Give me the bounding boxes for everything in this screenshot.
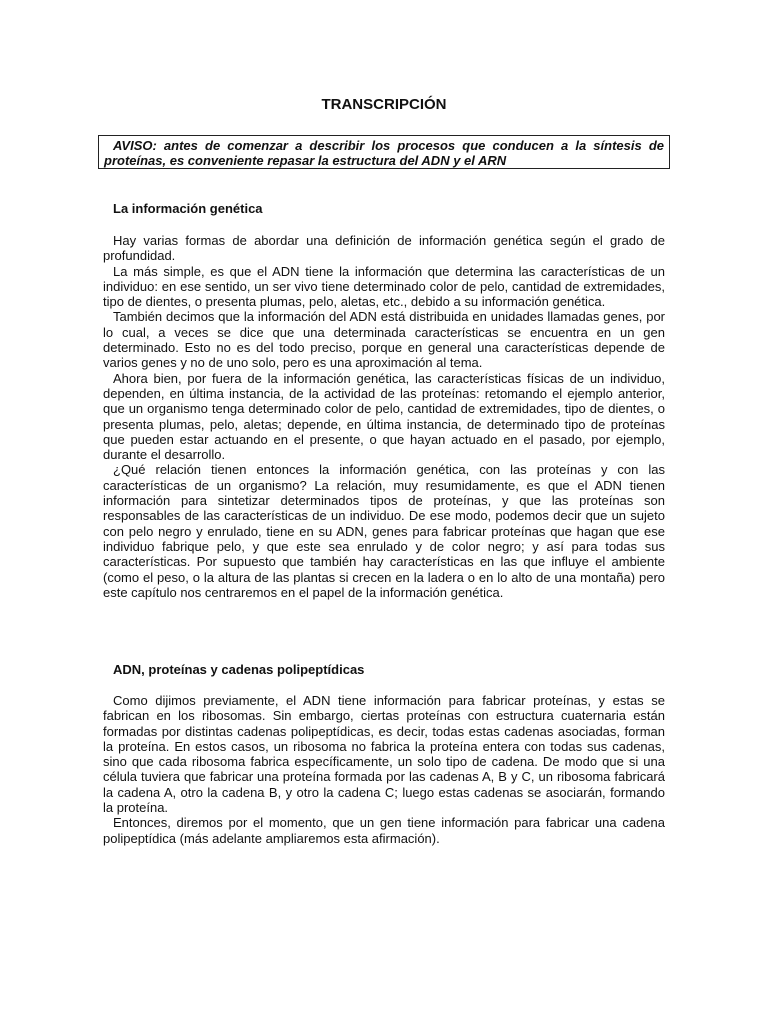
page-title: TRANSCRIPCIÓN: [321, 96, 447, 113]
paragraph: Entonces, diremos por el momento, que un gen tiene información para fabricar una cadena polipeptídica (más adelante ampliaremos esta afirmación).: [103, 815, 665, 846]
notice-box: AVISO: antes de comenzar a describir los procesos que conducen a la síntesis de proteínas, es conveniente repasar la estructura del ADN y el ARN: [98, 135, 670, 169]
paragraph: También decimos que la información del ADN está distribuida en unidades llamadas genes, por lo cual, a veces se dice que una determinada características se encuentra en un gen determinado. Esto no es del todo preciso, porque en general una características depende de varios genes y no de uno solo, pero es una aproximación al tema.: [103, 309, 665, 371]
paragraph: Como dijimos previamente, el ADN tiene información para fabricar proteínas, y estas se fabrican en los ribosomas. Sin embargo, ciertas proteínas con estructura cuaternaria están formadas por distintas cadenas polipeptídicas, es decir, todas estas cadenas asociadas, forman la proteína. En estos casos, un ribosoma no fabrica la proteína entera con todas sus cadenas, sino que cada ribosoma fabrica específicamente, un solo tipo de cadena. De modo que si una célula tuviera que fabricar una proteína formada por las cadenas A, B y C, un ribosoma fabricará la cadena A, otro la cadena B, y otro la cadena C; luego estas cadenas se asociarán, formando la proteína.: [103, 693, 665, 816]
paragraph: ¿Qué relación tienen entonces la información genética, con las proteínas y con las características de un organismo? La relación, muy resumidamente, es que el ADN tienen información para sintetizar determinados tipos de proteínas, y que las proteínas son responsables de las características de un individuo. De ese modo, podemos decir que un sujeto con pelo negro y enrulado, tiene en su ADN, genes para fabricar proteínas que hagan que ese individuo fabrique pelo, y que este sea enrulado y de color negro; y así para todas sus características. Por supuesto que también hay características en las que influye el ambiente (como el peso, o la altura de las plantas si crecen en la ladera o en lo alto de una montaña) pero este capítulo nos centraremos en el papel de la información genética.: [103, 462, 665, 600]
paragraph: Ahora bien, por fuera de la información genética, las características físicas de un individuo, dependen, en última instancia, de la actividad de las proteínas: retomando el ejemplo anterior, que un organismo tenga determinado color de pelo, cantidad de extremidades, tipo de dientes, o presenta plumas, pelo, aletas; depende, en última instancia, de determinado tipo de proteínas que pueden estar actuando en el presente, o que hayan actuado en el pasado, por ejemplo, durante el desarrollo.: [103, 370, 665, 463]
section-body-genetic-info: [103, 233, 665, 600]
paragraph: La más simple, es que el ADN tiene la información que determina las características de un individuo: en ese sentido, un ser vivo tiene determinado color de pelo, cantidad de extremidades, tipo de dientes, o presenta plumas, pelo, aletas, etc., debido a su información genética.: [103, 263, 665, 310]
section-heading-genetic-info: La información genética: [113, 201, 263, 216]
paragraph: Hay varias formas de abordar una definición de información genética según el grado de profundidad.: [103, 233, 665, 264]
section-body-dna-proteins: [103, 693, 665, 846]
section-heading-dna-proteins: ADN, proteínas y cadenas polipeptídicas: [113, 662, 365, 677]
